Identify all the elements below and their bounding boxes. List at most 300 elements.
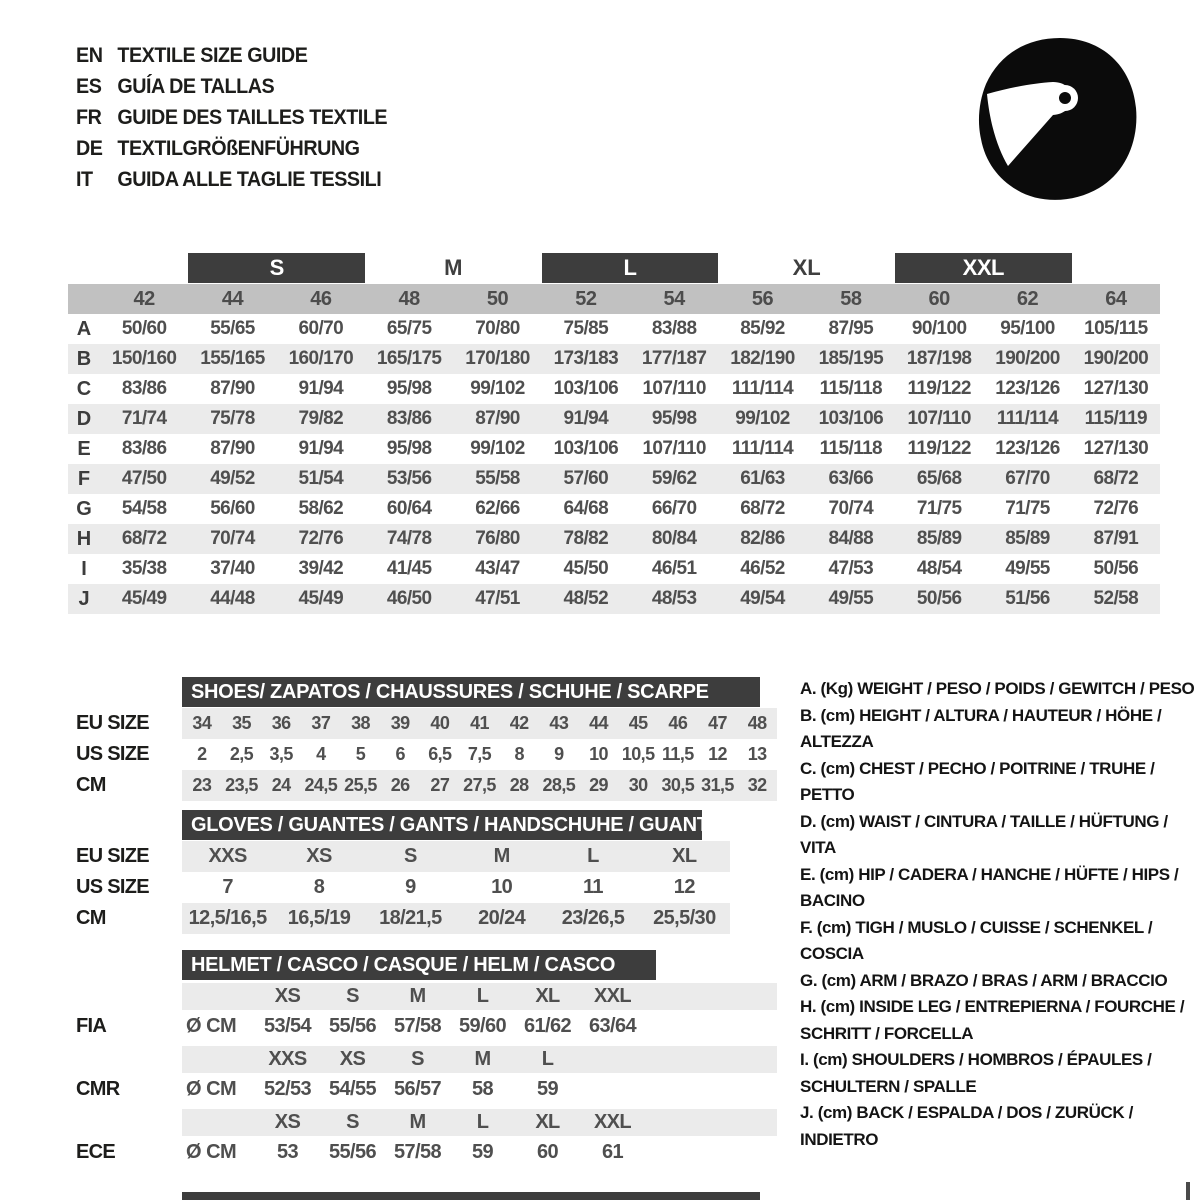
size-cell: 75/78 [210,408,255,429]
size-cell: L [587,845,599,867]
page-edge-mark [1186,1182,1190,1200]
size-cell: 2 [197,744,207,764]
size-cell: 35 [232,713,251,733]
language-title-list [76,40,387,195]
column-header: 58 [840,287,862,310]
size-cell: 47/50 [121,468,167,489]
size-cell: 2,5 [229,744,254,764]
size-cell: 60/70 [298,318,344,339]
size-cell: 85/89 [916,528,962,549]
language-code: EN [76,43,103,67]
size-cell: 48/52 [563,588,609,609]
size-header-cell: XS [339,1048,366,1070]
row-label: CM [76,774,106,796]
column-header: 42 [133,287,155,310]
size-cell: 60 [536,1141,559,1163]
size-cell: 87/90 [475,408,520,429]
size-cell: M [493,845,510,867]
size-cell: 3,5 [269,744,293,764]
size-cell: 127/130 [1083,438,1149,459]
size-cell: 85/92 [740,318,785,339]
size-cell: 72/76 [298,528,344,549]
size-cell: 67/70 [1005,468,1050,489]
size-cell: 71/74 [121,408,167,429]
legend-item: F. (cm) TIGH / MUSLO / CUISSE / SCHENKEL / COSCIA [800,917,1153,963]
size-cell: 111/114 [996,408,1059,429]
column-header: 54 [663,287,685,310]
helmet-size-grid [182,1109,777,1136]
size-cell: 177/187 [641,348,707,369]
size-cell: 30 [628,775,648,795]
racing-helmet-icon [972,34,1140,206]
size-cell: 119/122 [907,438,971,459]
size-header-cell: XXS [268,1048,307,1070]
shoes-section-header: SHOES/ ZAPATOS / CHAUSSURES / SCHUHE / SCARPE [182,677,760,707]
language-title: GUIDA ALLE TAGLIE TESSILI [117,167,382,191]
size-cell: 91/94 [298,378,344,399]
size-cell: 38 [351,713,370,733]
size-cell: 190/200 [1083,348,1149,369]
row-label: CMR [76,1078,120,1100]
table-row [68,314,1160,344]
size-cell: 63/66 [828,468,874,489]
size-cell: 155/165 [200,348,265,369]
size-cell: S [403,845,417,867]
size-cell: 23/26,5 [561,907,625,929]
size-cell: 63/64 [588,1015,637,1037]
legend-item: A. (Kg) WEIGHT / PESO / POIDS / GEWITCH / PESO [800,679,1195,698]
size-cell: 50/56 [1093,558,1139,579]
row-label-spacer [68,1109,182,1136]
size-cell: 28,5 [542,775,576,795]
size-cell: 91/94 [563,408,609,429]
size-header-cell: XXL [593,985,632,1007]
size-cell: 9 [554,744,564,764]
size-header-cell: L [476,985,489,1007]
table-row [68,404,1160,434]
size-cell: 8 [514,744,524,764]
size-cell: 40 [430,713,450,733]
size-cell: 87/90 [210,378,255,399]
size-cell: 80/84 [651,528,697,549]
size-cell: 39/42 [298,558,344,579]
table-row [68,584,1160,614]
size-header-cell: XXL [593,1111,632,1133]
size-cell: 55/56 [328,1141,377,1163]
size-cell: 48/53 [651,588,697,609]
row-label-spacer [68,1046,182,1073]
size-cell: 37 [311,713,331,733]
size-cell: 47 [708,713,727,733]
size-cell: 46/51 [651,558,697,579]
unit-label: Ø CM [186,1141,237,1163]
size-cell: 74/78 [386,528,432,549]
size-cell: 51/54 [298,468,344,489]
column-header: 64 [1105,287,1127,310]
size-cell: 35/38 [121,558,167,579]
size-cell: 99/102 [735,408,790,429]
size-cell: 8 [313,876,325,898]
size-cell: 65/68 [916,468,962,489]
language-row [76,102,387,133]
size-cell: 7 [222,876,233,898]
size-cell: 12 [673,876,695,898]
helmet-value-grid [182,1010,777,1043]
legend-item: G. (cm) ARM / BRAZO / BRAS / ARM / BRACCIO [800,970,1168,990]
unit-spacer [182,1109,255,1136]
size-cell: 12,5/16,5 [188,907,267,929]
size-cell: 70/74 [828,498,874,519]
row-label: F [77,467,91,490]
size-cell: 107/110 [642,378,706,399]
shoes-grid [182,739,777,770]
size-cell: 49/55 [828,588,874,609]
size-cell: 107/110 [642,438,706,459]
table-row [68,494,1160,524]
size-group-s: S [188,253,365,283]
size-cell: 11 [583,876,603,898]
size-cell: 55/56 [328,1015,377,1037]
size-cell: 16,5/19 [287,907,351,929]
size-cell: 25,5/30 [653,907,716,929]
size-cell: 123/126 [995,378,1060,399]
table-row [68,554,1160,584]
unit-spacer [182,1046,255,1073]
size-cell: 10 [491,876,513,898]
column-header-spacer [68,284,100,314]
gloves-grid [182,872,730,903]
size-cell: 53 [276,1141,299,1163]
language-title: GUÍA DE TALLAS [117,74,275,98]
size-cell: 52/58 [1093,588,1139,609]
legend-item: H. (cm) INSIDE LEG / ENTREPIERNA / FOURCHE / SCHRITT / FORCELLA [800,997,1185,1043]
size-group-header-row [68,253,1160,283]
size-cell: 51/56 [1005,588,1050,609]
language-row [76,133,387,164]
size-cell: 103/106 [553,438,619,459]
size-cell: 95/100 [1000,318,1055,339]
size-cell: XXS [208,845,247,867]
size-cell: 119/122 [907,378,971,399]
size-cell: 50/56 [916,588,962,609]
size-cell: 24 [271,775,291,795]
size-cell: 32 [747,775,767,795]
size-cell: 95/98 [651,408,697,429]
size-cell: 42 [509,713,529,733]
numeric-size-header-row [68,284,1160,314]
size-cell: 115/118 [819,438,883,459]
size-cell: 61/63 [740,468,785,489]
size-cell: 23,5 [225,775,258,795]
size-cell: 160/170 [288,348,354,369]
table-row [68,434,1160,464]
size-cell: 6 [395,744,405,764]
size-cell: 107/110 [907,408,971,429]
size-header-cell: L [541,1048,554,1070]
size-cell: 150/160 [111,348,177,369]
row-label: ECE [76,1141,116,1163]
size-cell: 72/76 [1093,498,1139,519]
column-header: 44 [221,287,244,310]
size-cell: 45/49 [298,588,344,609]
size-cell: 103/106 [553,378,619,399]
size-cell: 87/90 [210,438,255,459]
size-cell: 61 [601,1141,624,1163]
size-header-cell: S [346,985,359,1007]
size-cell: 59 [536,1078,559,1100]
size-cell: 91/94 [298,438,344,459]
row-label: US SIZE [76,743,149,765]
size-cell: 10,5 [621,744,655,764]
row-label: J [78,587,90,610]
size-header-cell: M [474,1048,491,1070]
size-cell: 115/119 [1084,408,1148,429]
size-cell: 6,5 [428,744,452,764]
size-header-cell: XS [274,985,301,1007]
size-cell: 70/80 [475,318,520,339]
size-cell: 58 [471,1078,494,1100]
size-cell: 54/58 [121,498,167,519]
size-cell: 185/195 [818,348,884,369]
column-header: 62 [1016,287,1039,310]
size-cell: 190/200 [995,348,1060,369]
size-cell: 27,5 [463,775,496,795]
language-code: DE [76,136,103,160]
language-row [76,164,387,195]
size-cell: 59 [471,1141,494,1163]
size-cell: 39 [390,713,410,733]
row-label: CM [76,907,106,929]
row-label: EU SIZE [76,712,149,734]
column-header: 60 [928,287,950,310]
helmet-value-grid [182,1136,777,1169]
size-cell: 75/85 [563,318,609,339]
size-header-cell: S [346,1111,359,1133]
size-cell: 70/74 [210,528,255,549]
size-cell: 99/102 [470,378,525,399]
size-cell: 64/68 [563,498,609,519]
size-cell: 60/64 [386,498,432,519]
unit-label: Ø CM [186,1015,237,1037]
size-cell: 45/49 [121,588,167,609]
size-cell: 24,5 [304,775,338,795]
size-header-cell: S [411,1048,424,1070]
size-cell: 87/95 [828,318,874,339]
size-cell: 49/52 [210,468,255,489]
unit-label: Ø CM [186,1078,237,1100]
size-cell: 57/58 [393,1141,442,1163]
size-cell: 31,5 [701,775,734,795]
legend-item: I. (cm) SHOULDERS / HOMBROS / ÉPAULES / SCHULTERN / SPALLE [800,1050,1152,1096]
size-cell: 76/80 [475,528,520,549]
legend-item: D. (cm) WAIST / CINTURA / TAILLE / HÜFTUNG / VITA [800,811,1168,857]
size-header-cell: M [409,985,426,1007]
size-cell: 127/130 [1083,378,1149,399]
size-cell: 29 [589,775,608,795]
size-header-cell: XS [274,1111,301,1133]
language-code: ES [76,74,102,98]
size-cell: 66/70 [651,498,697,519]
legend-item: C. (cm) CHEST / PECHO / POITRINE / TRUHE / PETTO [800,758,1155,804]
size-header-cell: M [409,1111,426,1133]
size-cell: 48/54 [916,558,962,579]
size-group-m: M [444,255,463,280]
size-cell: 83/86 [386,408,432,429]
gloves-grid [182,903,730,934]
column-header: 46 [310,287,332,310]
language-title: GUIDE DES TAILLES TEXTILE [117,105,388,129]
gloves-grid [182,841,730,872]
size-cell: XL [672,845,697,867]
row-label: G [76,497,92,520]
helmet-section-header: HELMET / CASCO / CASQUE / HELM / CASCO [182,950,656,980]
table-row [68,374,1160,404]
column-header: 50 [486,287,509,310]
column-header: 56 [751,287,774,310]
size-cell: 170/180 [465,348,530,369]
size-cell: 56/57 [393,1078,442,1100]
language-row [76,40,387,71]
language-code: FR [76,105,102,129]
unit-spacer [182,983,255,1010]
size-cell: 54/55 [328,1078,377,1100]
size-cell: 28 [509,775,529,795]
table-row [68,524,1160,554]
size-cell: 68/72 [740,498,785,519]
size-cell: XS [306,845,332,867]
measurement-table [68,314,1160,614]
size-cell: 55/65 [210,318,255,339]
size-header-cell: XL [535,985,560,1007]
size-cell: 165/175 [376,348,442,369]
size-cell: 47/51 [475,588,520,609]
size-cell: 23 [192,775,212,795]
size-group-xl: XL [792,255,821,280]
size-cell: 45 [628,713,648,733]
size-group-l: L [542,253,719,283]
size-cell: 50/60 [121,318,167,339]
size-cell: 83/86 [121,378,167,399]
size-cell: 105/115 [1084,318,1148,339]
size-cell: 115/118 [819,378,883,399]
size-cell: 68/72 [1093,468,1139,489]
size-cell: 36 [271,713,291,733]
size-cell: 111/114 [731,438,794,459]
row-label: E [77,437,91,460]
size-cell: 11,5 [662,744,694,764]
table-row [68,464,1160,494]
size-cell: 182/190 [730,348,795,369]
size-cell: 123/126 [995,438,1060,459]
size-cell: 84/88 [828,528,874,549]
size-cell: 62/66 [475,498,520,519]
row-label: B [76,347,92,370]
size-cell: 111/114 [731,378,794,399]
size-cell: 10 [589,744,608,764]
size-cell: 59/60 [458,1015,507,1037]
size-cell: 59/62 [651,468,697,489]
size-cell: 103/106 [818,408,884,429]
legend-item: J. (cm) BACK / ESPALDA / DOS / ZURÜCK / INDIETRO [800,1103,1133,1149]
size-cell: 79/82 [298,408,344,429]
size-cell: 47/53 [828,558,874,579]
shoes-grid [182,770,777,801]
size-cell: 37/40 [210,558,255,579]
size-cell: 25,5 [344,775,377,795]
size-cell: 43 [549,713,569,733]
size-cell: 99/102 [470,438,525,459]
size-cell: 83/86 [121,438,167,459]
size-cell: 56/60 [210,498,255,519]
size-cell: 61/62 [523,1015,572,1037]
size-cell: 13 [747,744,767,764]
row-label: C [76,377,92,400]
size-cell: 57/58 [393,1015,442,1037]
row-label: FIA [76,1015,107,1037]
row-label-spacer [68,983,182,1010]
column-header: 48 [398,287,420,310]
row-label: H [76,527,92,550]
size-cell: 34 [192,713,212,733]
size-cell: 7,5 [467,744,492,764]
size-cell: 45/50 [563,558,609,579]
size-cell: 46 [668,713,688,733]
size-cell: 46/52 [740,558,785,579]
size-cell: 55/58 [475,468,520,489]
size-cell: 58/62 [298,498,344,519]
language-title: TEXTILGRÖßENFÜHRUNG [117,136,360,160]
size-cell: 49/55 [1005,558,1050,579]
language-code: IT [76,167,93,191]
size-cell: 71/75 [1005,498,1050,519]
size-cell: 68/72 [121,528,167,549]
cropped-section-bar [182,1192,760,1200]
size-cell: 41 [470,713,489,733]
row-label: US SIZE [76,876,149,898]
size-cell: 44/48 [210,588,255,609]
size-cell: 95/98 [386,438,432,459]
row-label: I [81,557,87,580]
size-cell: 41/45 [386,558,432,579]
column-header: 52 [575,287,597,310]
size-cell: 82/86 [740,528,785,549]
helmet-value-grid [182,1073,777,1106]
row-label: D [76,407,92,430]
size-cell: 48 [747,713,767,733]
legend-item: B. (cm) HEIGHT / ALTURA / HAUTEUR / HÖHE / ALTEZZA [800,705,1162,751]
size-cell: 5 [355,744,366,764]
size-cell: 46/50 [386,588,432,609]
size-cell: 87/91 [1093,528,1139,549]
size-cell: 4 [316,744,326,764]
size-cell: 20/24 [478,907,526,929]
size-cell: 30,5 [661,775,695,795]
language-row [76,71,387,102]
legend-item: E. (cm) HIP / CADERA / HANCHE / HÜFTE / HIPS / BACINO [800,864,1179,910]
size-cell: 27 [430,775,450,795]
size-cell: 49/54 [740,588,785,609]
size-cell: 53/54 [263,1015,312,1037]
size-cell: 85/89 [1005,528,1050,549]
size-cell: 78/82 [563,528,609,549]
shoes-grid [182,708,777,739]
size-cell: 71/75 [916,498,962,519]
size-cell: 43/47 [475,558,520,579]
table-row [68,344,1160,374]
helmet-size-grid [182,1046,777,1073]
size-group-xxl: XXL [895,253,1072,283]
size-cell: 44 [589,713,608,733]
